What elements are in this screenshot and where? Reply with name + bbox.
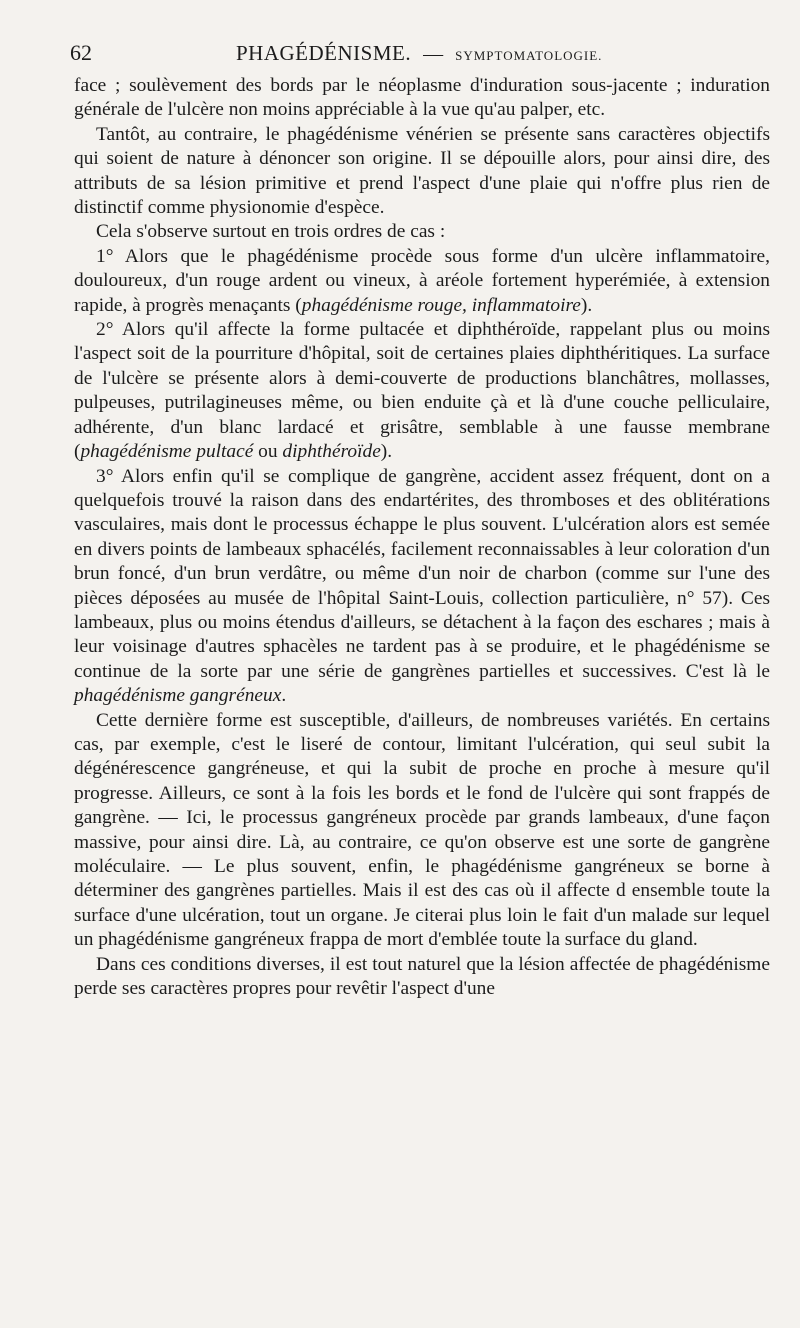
text-segment: . — [281, 685, 287, 707]
running-header — [70, 40, 770, 74]
text-segment: face ; soulèvement des bords par le néoplasme d'induration sous-jacente ; induration générale de l'ulcère non moins appréciable à la vue qu'au palper, etc. — [74, 75, 770, 121]
text-segment: Dans ces conditions diverses, il est tout naturel que la lésion affectée de phagédénisme perde ses caractères propres pour revêtir l'aspect d'une — [74, 953, 770, 1000]
text-segment: 3° Alors enfin qu'il se complique de gangrène, accident assez fréquent, dont on a quelquefois trouvé la raison dans des endartérites, des thromboses et des oblitérations vasculaires, mais dont le processus échappe le plus souvent. L'ulcération alors est semée en divers points de lambeaux sphacélés, facilement reconnaissables à leur coloration d'un brun foncé, d'un brun verdâtre, ou même d'un noir de charbon (comme sur l'une des pièces déposées au musée de l'hôpital Saint-Louis, collection particulière, n° 57). Ces lambeaux, plus ou moins étendus d'ailleurs, se détachent à la façon des eschares ; mais à leur voisinage d'autres sphacèles ne tardent pas à se produire, et le phagédénisme se continue de la sorte par une série de gangrènes partielles et successives. C'est là le — [74, 465, 770, 682]
text-segment: Cela s'observe surtout en trois ordres de cas : — [96, 221, 446, 243]
body-text — [74, 74, 770, 1001]
page-number: 62 — [70, 40, 92, 65]
italic-text: phagédénisme pultacé — [80, 441, 254, 463]
paragraph — [74, 465, 770, 709]
paragraph — [74, 74, 770, 123]
italic-text: phagédénisme gangréneux — [74, 685, 282, 707]
running-subtitle: SYMPTOMATOLOGIE. — [455, 48, 603, 63]
text-segment: 1° Alors que le phagédénisme procède sous forme d'un ulcère inflammatoire, douloureux, d'un rouge ardent ou vineux, à aréole fortement hyperémiée, à extension rapide, à progrès menaçants ( — [74, 245, 770, 316]
paragraph — [74, 318, 770, 464]
header-dash: — — [423, 43, 444, 65]
italic-text: diphthéroïde — [282, 441, 381, 463]
text-segment: 2° Alors qu'il affecte la forme pultacée et diphthéroïde, rappelant plus ou moins l'aspect soit de la pourriture d'hôpital, soit de certaines plaies diphthéritiques. La surface de l'ulcère se présente alors à demi-couverte de productions blanchâtres, mollasses, pulpeuses, putrilagineuses même, ou bien enduite çà et là d'une couche pelliculaire, adhérente, d'un blanc lardacé et grisâtre, semblable à une fausse membrane ( — [74, 319, 770, 463]
italic-text: phagédénisme rouge, inflammatoire — [301, 294, 581, 316]
paragraph — [74, 245, 770, 318]
paragraph — [74, 709, 770, 953]
text-segment: Cette dernière forme est susceptible, d'ailleurs, de nombreuses variétés. En certains cas, par exemple, c'est le liseré de contour, limitant l'ulcération, qui seul subit la dégénérescence gangréneuse, et qui la subit de proche en proche à mesure qu'il progresse. Ailleurs, ce sont à la fois les bords et le fond de l'ulcère qui sont frappés de gangrène. — Ici, le processus gangréneux procède par grands lambeaux, d'une façon massive, pour ainsi dire. Là, au contraire, ce qu'on observe est une sorte de gangrène moléculaire. — Le plus souvent, enfin, le phagédénisme gangréneux se borne à déterminer des gangrènes partielles. Mais il est des cas où il affecte d ensemble toute la surface d'une ulcération, tout un organe. Je citerai plus loin le fait d'un malade sur lequel un phagédénisme gangréneux frappa de mort d'emblée toute la surface du gland. — [74, 709, 770, 951]
paragraph — [74, 220, 770, 244]
paragraph — [74, 123, 770, 221]
paragraph — [74, 953, 770, 1002]
text-segment: ). — [380, 441, 393, 463]
text-segment: ou — [253, 441, 283, 463]
text-segment: Tantôt, au contraire, le phagédénisme vénérien se présente sans caractères objectifs qui soient de nature à dénoncer son origine. Il se dépouille alors, pour ainsi dire, des attributs de sa lésion primitive et prend l'aspect d'une plaie qui n'offre plus rien de distinctif comme physionomie d'espèce. — [74, 123, 770, 219]
running-title: PHAGÉDÉNISME. — [236, 41, 412, 65]
text-segment: ). — [580, 294, 593, 316]
